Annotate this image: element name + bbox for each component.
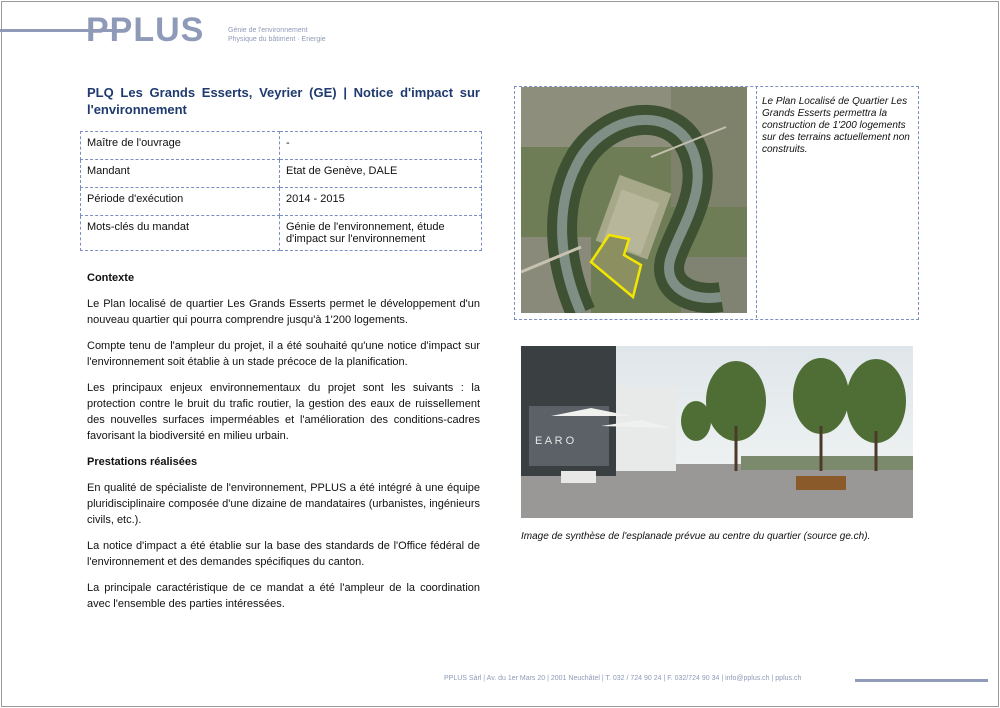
section-heading-contexte: Contexte (87, 272, 135, 284)
row-value: Génie de l'environnement, étude d'impact sur l'environnement (280, 216, 482, 251)
footer-contact: PPLUS Sàrl | Av. du 1er Mars 20 | 2001 Neuchâtel | T. 032 / 724 90 24 | F. 032/724 90 34 | info@pplus.ch | pplus.ch (444, 675, 802, 682)
map-caption: Le Plan Localisé de Quartier Les Grands Esserts permettra la construction de 1'200 logements sur des terrains actuellement non construits. (762, 96, 910, 155)
tagline-line-2: Physique du bâtiment · Energie (228, 36, 326, 43)
paragraph: La principale caractéristique de ce mandat a été l'ampleur de la coordination avec l'ensemble des parties intéressées. (87, 582, 480, 610)
row-value: Etat de Genève, DALE (280, 160, 482, 188)
row-label: Mots-clés du mandat (81, 216, 280, 251)
table-row (81, 160, 482, 188)
row-label: Maître de l'ouvrage (81, 132, 280, 160)
table-row (81, 188, 482, 216)
photo-caption: Image de synthèse de l'esplanade prévue au centre du quartier (source ge.ch). (521, 531, 871, 542)
row-value: 2014 - 2015 (280, 188, 482, 216)
table-row (81, 216, 482, 251)
paragraph: En qualité de spécialiste de l'environnement, PPLUS a été intégré à une équipe pluridisciplinaire composée d'une dizaine de mandataires (urbanistes, ingénieurs civils, etc.). (87, 482, 480, 526)
project-info-table (80, 131, 482, 251)
paragraph: La notice d'impact a été établie sur la base des standards de l'Office fédéral de l'environnement et des demandes spécifiques du canton. (87, 540, 480, 568)
body-text (87, 270, 480, 622)
section-heading-prestations: Prestations réalisées (87, 456, 198, 468)
paragraph: Compte tenu de l'ampleur du projet, il a été souhaité qu'une notice d'impact sur l'environnement soit établie à un stade précoce de la planification. (87, 340, 480, 368)
company-tagline (228, 26, 326, 44)
tagline-line-1: Génie de l'environnement (228, 27, 308, 34)
table-row (81, 132, 482, 160)
row-value: - (280, 132, 482, 160)
row-label: Mandant (81, 160, 280, 188)
photo-sign-text: E A R O (535, 435, 575, 447)
map-figure-divider (756, 86, 757, 318)
footer-rule (855, 679, 988, 682)
company-logo: PPLUS (86, 11, 205, 49)
page-title: PLQ Les Grands Esserts, Veyrier (GE) | Notice d'impact sur l'environnement (87, 85, 480, 117)
aerial-map-image (521, 87, 747, 313)
paragraph: Le Plan localisé de quartier Les Grands Esserts permet le développement d'un nouveau quartier qui pourra comprendre jusqu'à 1'200 logements. (87, 298, 480, 326)
esplanade-rendering-image (521, 346, 913, 518)
row-label: Période d'exécution (81, 188, 280, 216)
paragraph: Les principaux enjeux environnementaux du projet sont les suivants : la protection contre le bruit du trafic routier, la gestion des eaux de ruissellement des nouvelles surfaces imperméables et l'amélioration des conditions-cadres favorisant la biodiversité en milieu urbain. (87, 382, 480, 442)
